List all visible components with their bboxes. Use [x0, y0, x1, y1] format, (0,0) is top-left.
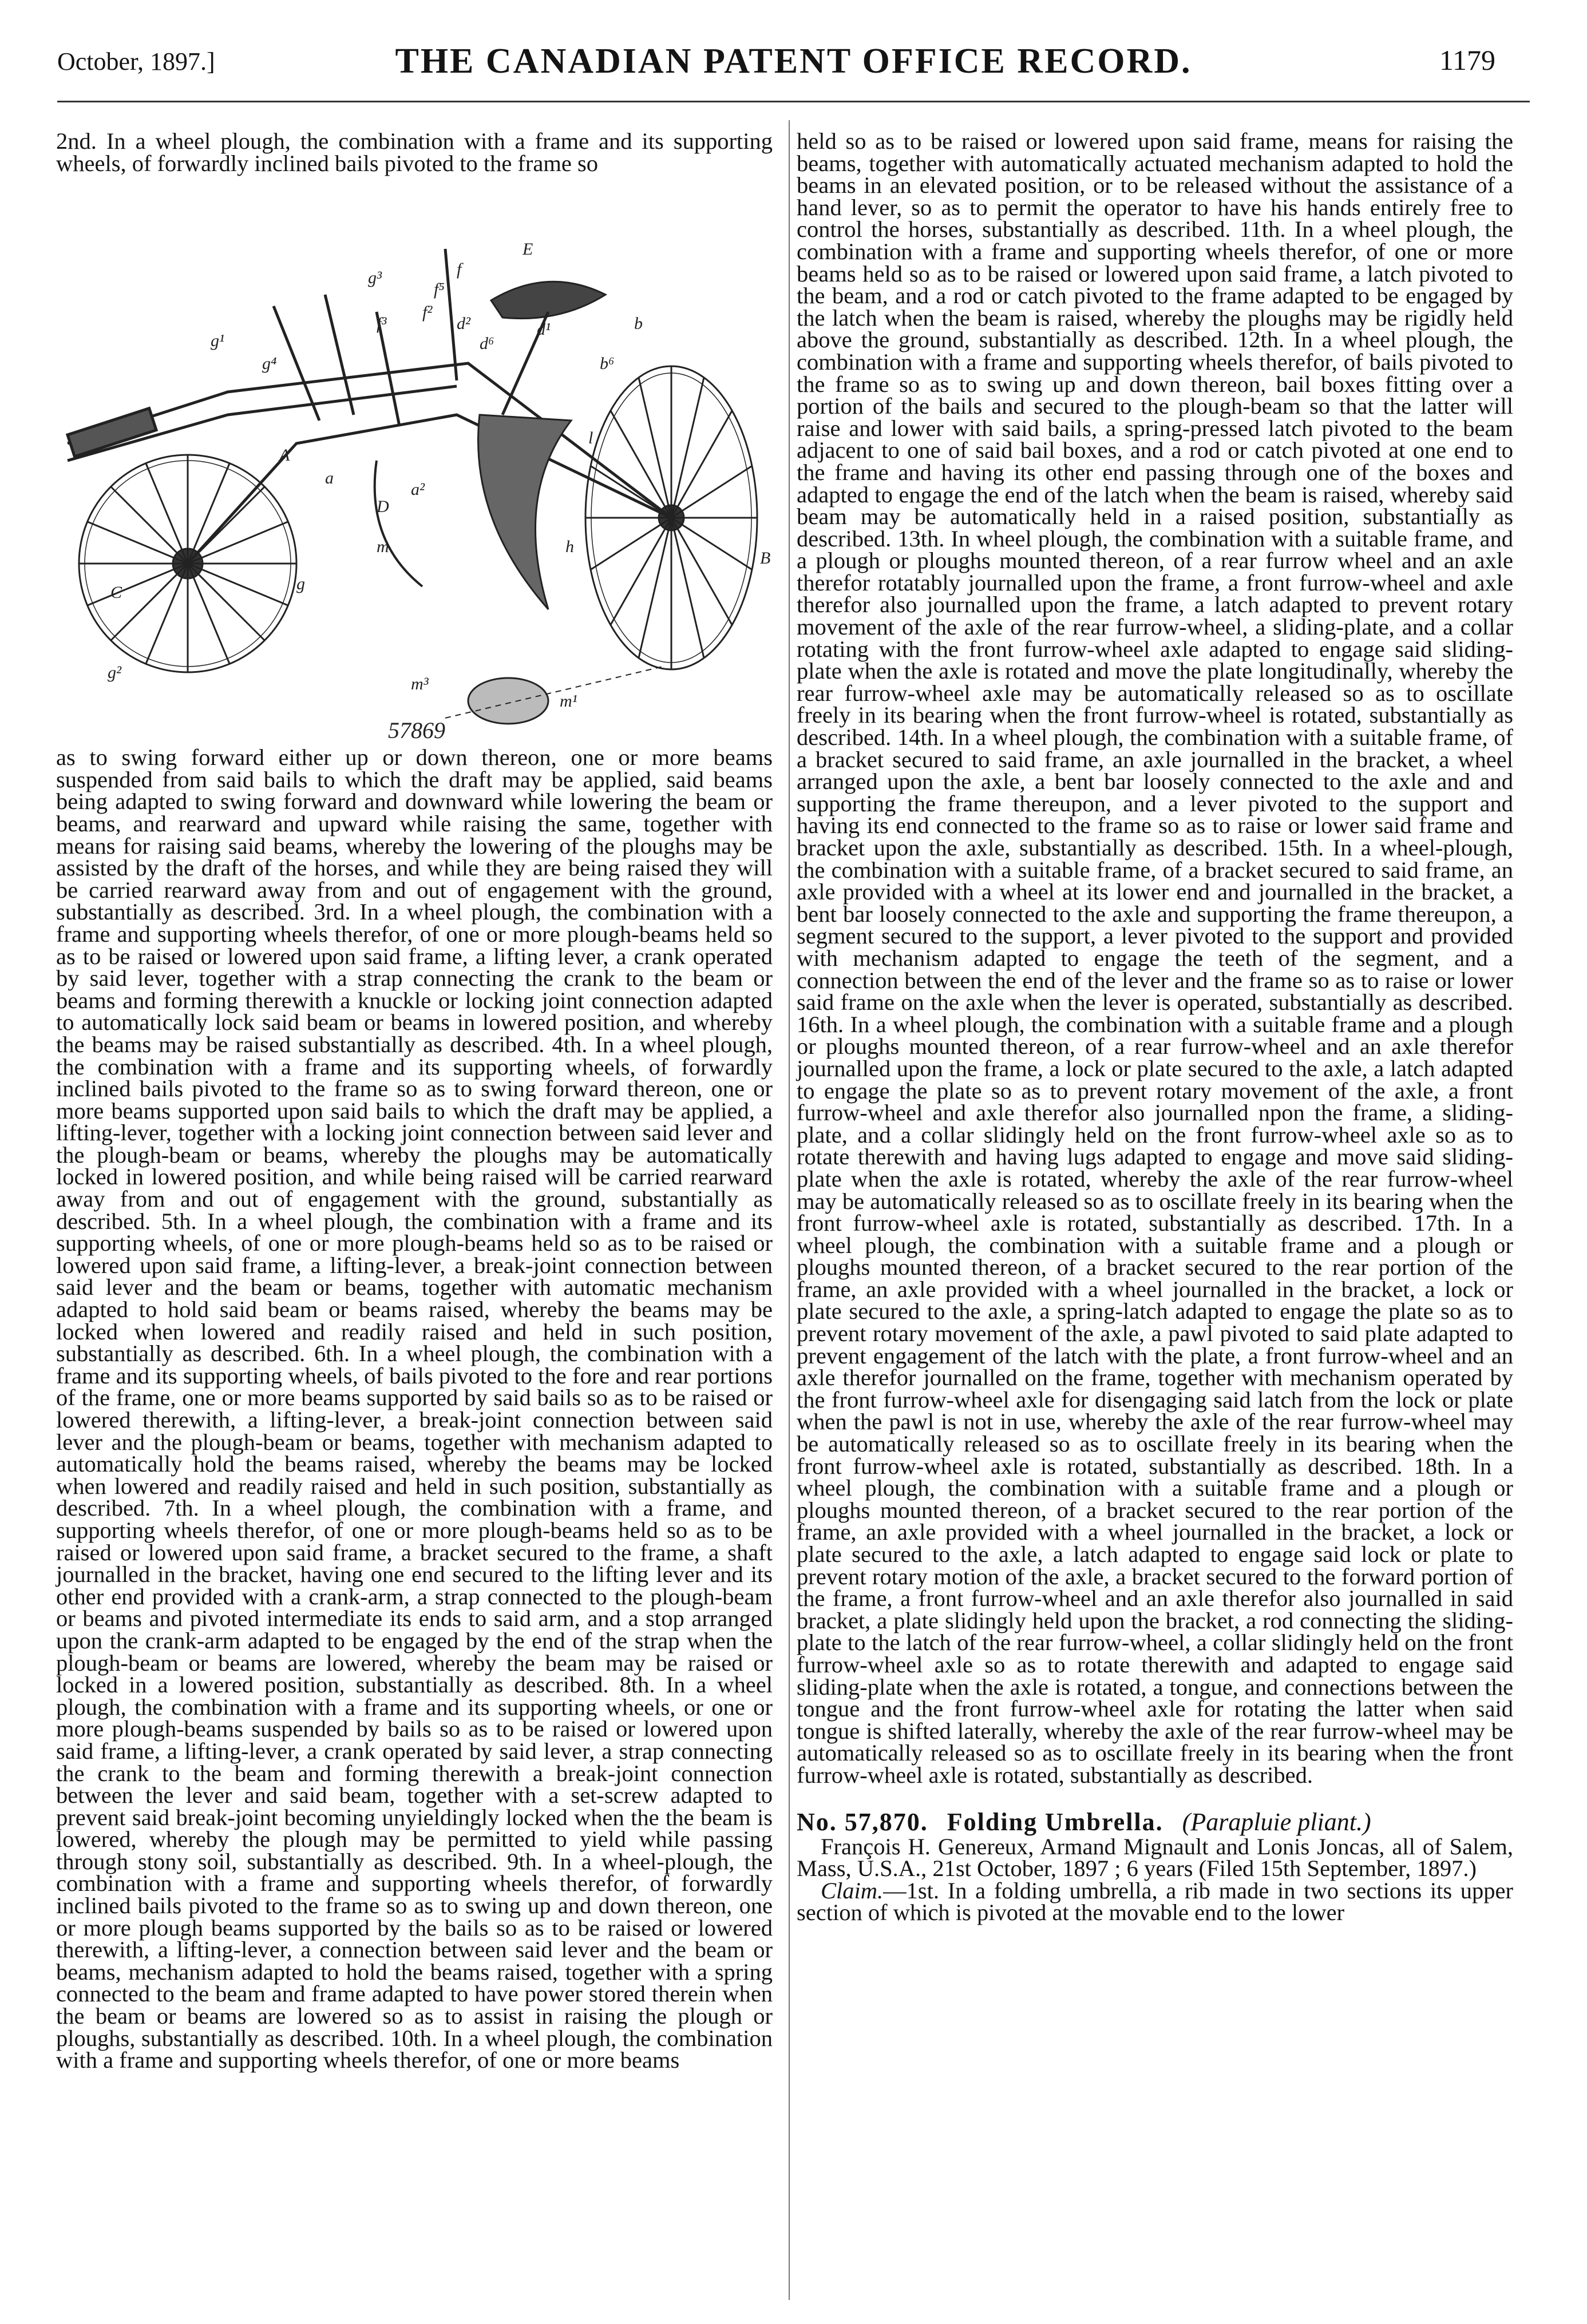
fig-label: E: [523, 240, 533, 259]
fig-label: m³: [411, 675, 429, 694]
lifting-lever: [445, 249, 457, 380]
plough-frame: [68, 295, 671, 564]
claim-text: —1st. In a folding umbrella, a rib made in two sections its upper section of which is pivoted at the movable end to the lower: [797, 1877, 1513, 1926]
figure-caption: 57869: [388, 717, 445, 744]
claim-label: Claim.: [821, 1877, 884, 1903]
fig-label: m: [377, 537, 389, 557]
header-title: THE CANADIAN PATENT OFFICE RECORD.: [395, 42, 1192, 81]
fig-label: g: [296, 574, 305, 594]
fig-label: m¹: [560, 692, 577, 711]
fig-label: l: [588, 429, 593, 448]
fig-label: b⁶: [600, 354, 615, 374]
fig-label: d²: [457, 314, 470, 334]
fig-label: g¹: [211, 331, 224, 351]
disc-coulter: [468, 678, 548, 724]
patent-inventors: François H. Genereux, Armand Mignault and Lonis Joncas, all of Salem, Mass, U.S.A., 21st October, 1897 ; 6 years (Filed 15th September, 1897.): [797, 1833, 1513, 1882]
column-divider: [789, 120, 790, 2300]
patent-claim: [797, 1877, 1513, 1926]
fig-label: D: [377, 497, 389, 517]
fig-label: f: [457, 260, 462, 279]
fig-label: f²: [422, 303, 433, 322]
fig-label: f³: [377, 314, 387, 334]
plough-share: [478, 415, 572, 609]
page-number: 1179: [1439, 44, 1495, 76]
fig-label: g³: [368, 268, 382, 288]
fig-label: d¹: [537, 320, 551, 339]
fig-label: h: [565, 537, 574, 557]
patent-french-name: (Parapluie pliant.): [1182, 1807, 1371, 1836]
fig-label: g²: [108, 663, 121, 683]
fig-label: a²: [411, 480, 425, 499]
patent-entry-title: [797, 1809, 1513, 1836]
fig-label: d⁶: [480, 334, 494, 354]
left-column-text-top: 2nd. In a wheel plough, the combination with a frame and its supporting wheels, of forwardly inclined bails pivoted to the frame so: [56, 128, 773, 176]
patent-figure: [56, 175, 773, 747]
fig-label: A: [279, 446, 290, 465]
left-column: [56, 130, 773, 2072]
fig-label: g⁴: [262, 354, 277, 374]
patent-name: Folding Umbrella.: [947, 1807, 1163, 1836]
fig-label: B: [760, 549, 771, 568]
header-rule: [57, 101, 1530, 102]
right-column-text-main: held so as to be raised or lowered upon said frame, means for raising the beams, together with automatically actuated mechanism adapted to hold the beams in an elevated position, or to be released without the assistance of a hand lever, so as to permit the operator to have his hands entirely free to control the horses, substantially as described. 11th. In a wheel plough, the combination with a frame and supporting wheels therefor, of one or more beams held so as to be raised or lowered upon said frame, a latch pivoted to the beam, and a rod or catch pivoted to the frame adapted to be engaged by the latch when the beam is raised, whereby the ploughs may be rigidly held above the ground, substantially as described. 12th. In a wheel plough, the combination with a frame and supporting wheels therefor, of bails pivoted to the frame so as to swing up and down thereon, bail boxes fitting over a portion of the bails and secured to the plough-beam so that the latter will raise and lower with said bails, a spring-pressed latch pivoted to the beam adjacent to one of said bail boxes, and a rod or catch pivoted at one end to the frame and having its other end passing through one of the boxes and adapted to engage the end of the latch when the beam is raised, whereby said beam may be automatically held in a raised position, substantially as described. 13th. In wheel plough, the combination with a suitable frame, and a plough or ploughs mounted thereon, of a rear furrow wheel and an axle therefor rotatably journalled upon the frame, a front furrow-wheel and axle therefor also journalled upon the frame, a latch adapted to prevent rotary movement of the axle of the rear furrow-wheel, a sliding-plate, and a collar rotating with the front furrow-wheel axle adapted to engage said sliding-plate when the axle is rotated and move the plate longitudinally, whereby the rear furrow-wheel axle may be automatically released so as to oscillate freely in its bearing when the front furrow-wheel is rotated, substantially as described. 14th. In a wheel plough, the combination with a suitable frame, of a bracket secured to said frame, an axle journalled in the bracket, a wheel arranged upon the axle, a bent bar loosely connected to the axle and and supporting the frame thereupon, and a lever pivoted to the support and having its end connected to the frame so as to raise or lower said frame and bracket upon the axle, substantially as described. 15th. In a wheel-plough, the combination with a suitable frame, of a bracket secured to said frame, an axle provided with a wheel at its lower end and journalled in the bracket, a bent bar loosely connected to the axle and supporting the frame thereupon, a segment secured to the support, a lever pivoted to the support and provided with mechanism adapted to engage the teeth of the segment, and a connection between the end of the lever and the frame so as to raise or lower said frame on the axle when the lever is operated, substantially as described. 16th. In a wheel plough, the combination with a suitable frame and a plough or ploughs mounted thereon, of a rear furrow-wheel and an axle therefor journalled upon the frame, a lock or plate secured to the axle, a latch adapted to engage the plate so as to prevent rotary movement of the axle, a front furrow-wheel and axle therefor also journalled npon the frame, a sliding-plate, and a collar slidingly held on the front furrow-wheel axle so as to rotate therewith and having lugs adapted to engage and move said sliding-plate when the axle is rotated, whereby the axle of the rear furrow-wheel may be automatically released so as to oscillate freely in its bearing when the front furrow-wheel axle is rotated, substantially as described. 17th. In a wheel plough, the combination with a suitable frame and a plough or ploughs mounted thereon, of a bracket secured to the rear portion of the frame, an axle provided with a wheel journalled in the bracket, a lock or plate secured to the axle, a spring-latch adapted to engage the plate so as to prevent rotary movement of the axle, a pawl pivoted to said plate adapted to prevent engagement of the latch with the plate, a front furrow-wheel and an axle therefor journalled on the frame, together with mechanism operated by the front furrow-wheel axle for disengaging said latch from the lock or plate when the pawl is not in use, whereby the axle of the rear furrow-wheel may be automatically released so as to oscillate freely in its bearing when the front furrow-wheel axle is rotated, substantially as described. 18th. In a wheel plough, the combination with a suitable frame and a plough or ploughs mounted thereon, of a bracket secured to the rear portion of the frame, an axle provided with a wheel journalled in the bracket, a lock or plate secured to the axle, a latch adapted to engage said lock or plate to prevent rotary motion of the axle, a bracket secured to the forward portion of the frame, a front furrow-wheel and an axle therefor also journalled in said bracket, a plate slidingly held upon the bracket, a rod connecting the sliding-plate to the latch of the rear furrow-wheel, a collar slidingly held on the front furrow-wheel axle so as to rotate therewith and adapted to engage said sliding-plate when the axle is rotated, a tongue, and connections between the tongue and the front furrow-wheel axle for rotating the latter when said tongue is shifted laterally, whereby the axle of the rear furrow-wheel may be automatically released so as to oscillate freely in its bearing when the front furrow-wheel axle is rotated, substantially as described.: [797, 128, 1513, 1788]
right-column: [797, 130, 1513, 2310]
left-column-text-main: as to swing forward either up or down thereon, one or more beams suspended from said bails to which the draft may be applied, said beams being adapted to swing forward and downward while lowering the beam or beams, and rearward and upward while raising the same, together with means for raising said beams, whereby the lowering of the ploughs may be assisted by the draft of the horses, and while they are being raised they will be carried rearward away from and out of engagement with the ground, substantially as described. 3rd. In a wheel plough, the combination with a frame and supporting wheels therefor, of one or more plough-beams held so as to be raised or lowered upon said frame, a lifting lever, a crank operated by said lever, together with a strap connecting the crank to the beam or beams and forming therewith a knuckle or locking joint connection adapted to automatically lock said beam or beams in lowered position, and whereby the beams may be raised substantially as described. 4th. In a wheel plough, the combination with a frame and its supporting wheels, of forwardly inclined bails pivoted to the frame so as to swing forward thereon, one or more beams supported upon said bails to which the draft may be applied, a lifting-lever, together with a locking joint connection between said lever and the plough-beam or beams, whereby the ploughs may be automatically locked in lowered position, and while being raised will be carried rearward away from and out of engagement with the ground, substantially as described. 5th. In a wheel plough, the combination with a frame and its supporting wheels, of one or more plough-beams held so as to be raised or lowered upon said frame, a lifting-lever, a break-joint connection between said lever and the beam or beams, together with automatic mechanism adapted to hold said beam or beams raised, whereby the beams may be locked when lowered and readily raised and held in such position, substantially as described. 6th. In a wheel plough, the combination with a frame and its supporting wheels, of bails pivoted to the fore and rear portions of the frame, one or more beams supported by said bails so as to be raised or lowered therewith, a lifting-lever, a break-joint connection between said lever and the plough-beam or beams, together with mechanism adapted to automatically hold the beams raised, whereby the beams may be locked when lowered and readily raised and held in such position, substantially as described. 7th. In a wheel plough, the combination with a frame, and supporting wheels therefor, of one or more plough-beams held so as to be raised or lowered upon said frame, a bracket secured to the frame, a shaft journalled in the bracket, having one end secured to the lifting lever and its other end provided with a crank-arm, a strap connected to the plough-beam or beams and pivoted intermediate its ends to said arm, and a stop arranged upon the crank-arm adapted to be engaged by the end of the strap when the plough-beam or beams are lowered, whereby the beam may be raised or locked in a lowered position, substantially as described. 8th. In a wheel plough, the combination with a frame and its supporting wheels, or one or more plough-beams suspended by bails so as to be raised or lowered upon said frame, a lifting-lever, a crank operated by said lever, a strap connecting the crank to the beam and forming therewith a break-joint connection between the lever and said beam, together with a set-screw adapted to prevent said break-joint becoming unyieldingly locked when the the beam is lowered, whereby the plough may be permitted to yield while passing through stony soil, substantially as described. 9th. In a wheel-plough, the combination with a frame and supporting wheels therefor, of forwardly inclined bails pivoted to the frame so as to swing up and down thereon, one or more plough beams supported by the bails so as to be raised or lowered therewith, a lifting-lever, a connection between said lever and the beam or beams, mechanism adapted to hold the beams raised, together with a spring connected to the beam and frame adapted to have power stored therein when the beam or beams are lowered so as to assist in raising the plough or ploughs, substantially as described. 10th. In a wheel plough, the combination with a frame and supporting wheels therefor, of one or more beams: [56, 744, 773, 2073]
wheel-plough-illustration: [56, 175, 773, 747]
patent-number: No. 57,870.: [797, 1807, 928, 1836]
page-header: [0, 0, 1587, 114]
fig-label: a: [325, 469, 334, 488]
fig-label: f⁵: [434, 280, 445, 299]
fig-label: C: [110, 583, 122, 602]
header-date: October, 1897.]: [57, 47, 215, 76]
fig-label: b: [634, 314, 643, 334]
